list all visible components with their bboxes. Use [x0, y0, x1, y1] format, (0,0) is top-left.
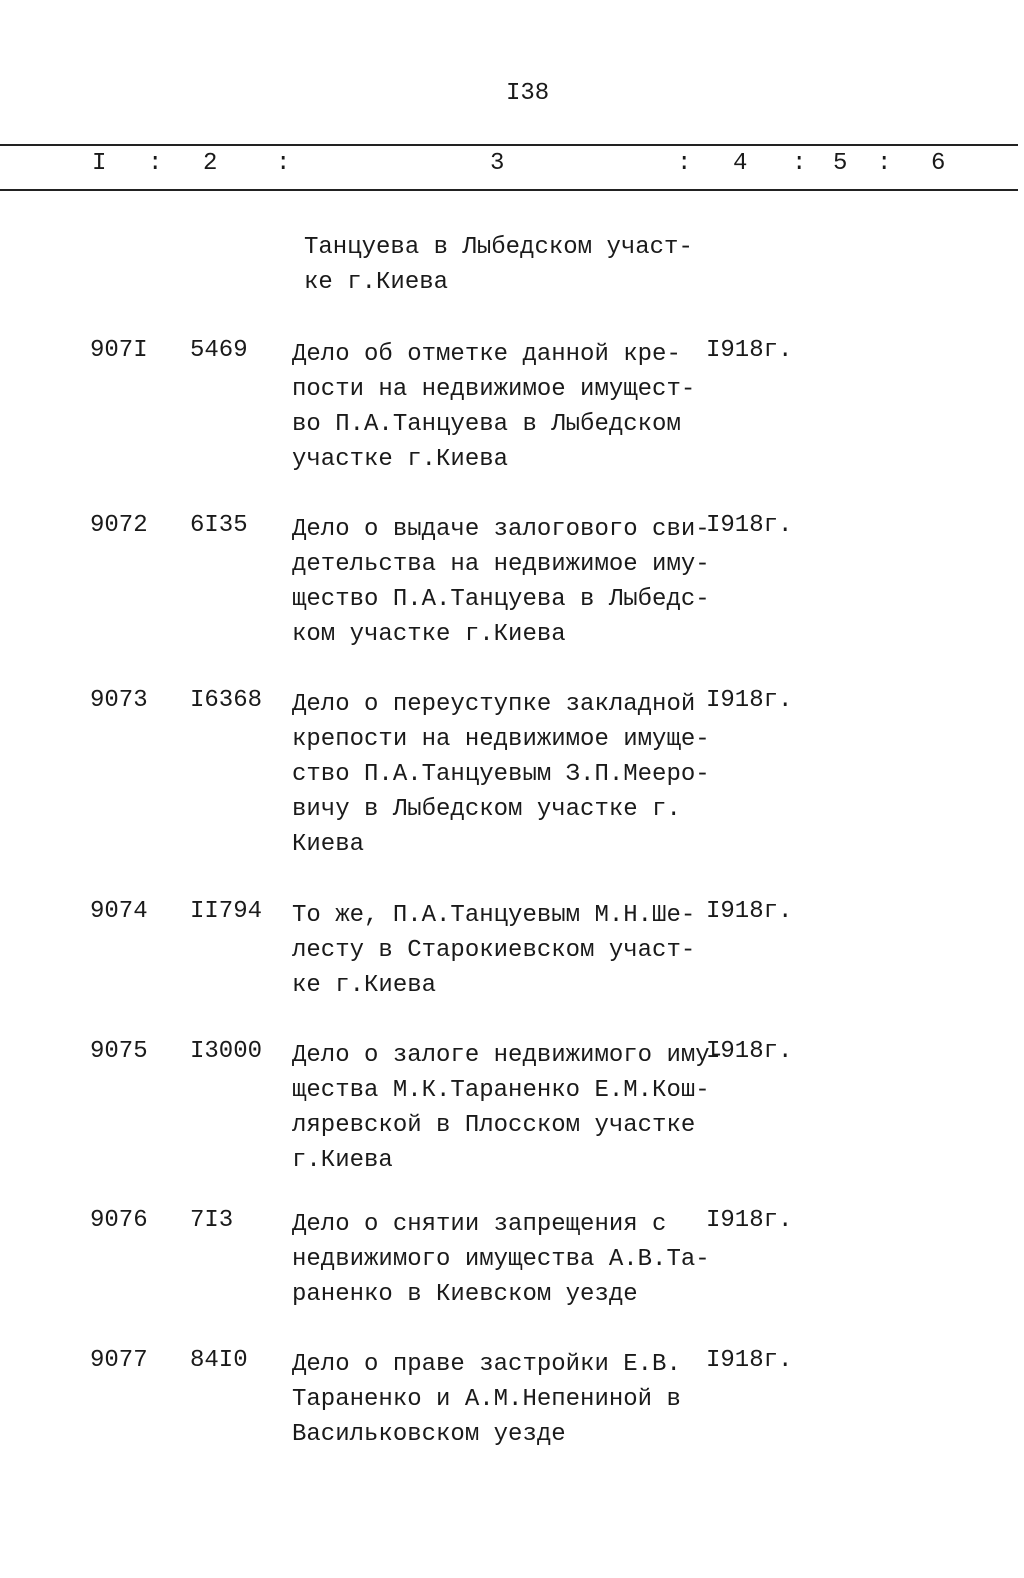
column-separator: :	[877, 150, 892, 177]
description-line: ство П.А.Танцуевым З.П.Мееро-	[292, 761, 710, 788]
description-line: Дело о выдаче залогового сви-	[292, 516, 710, 543]
item-number: 9074	[90, 898, 148, 925]
item-description	[292, 1347, 681, 1452]
item-description	[292, 1207, 710, 1312]
description-line: ком участке г.Киева	[292, 621, 566, 648]
archive-reference: 84I0	[190, 1347, 248, 1374]
item-year: I918г.	[706, 512, 793, 539]
column-separator: :	[677, 150, 692, 177]
column-header: 6	[931, 150, 946, 177]
archive-reference: I6368	[190, 687, 263, 714]
item-number: 9075	[90, 1038, 148, 1065]
item-year: I918г.	[706, 898, 793, 925]
column-header: 5	[833, 150, 848, 177]
description-line: Васильковском уезде	[292, 1421, 566, 1448]
item-description	[292, 337, 695, 477]
item-year: I918г.	[706, 1347, 793, 1374]
description-line: То же, П.А.Танцуевым М.Н.Ше-	[292, 902, 696, 929]
column-header: I	[92, 150, 107, 177]
item-number: 9076	[90, 1207, 148, 1234]
description-line: щество П.А.Танцуева в Лыбедс-	[292, 586, 710, 613]
description-line: Тараненко и А.М.Непениной в	[292, 1386, 681, 1413]
item-number: 9073	[90, 687, 148, 714]
column-header: 3	[490, 150, 505, 177]
item-year: I918г.	[706, 687, 793, 714]
description-line: Дело о залоге недвижимого иму-	[292, 1042, 725, 1069]
column-header: 2	[203, 150, 218, 177]
description-line: Киева	[292, 831, 365, 858]
archive-reference: 6I35	[190, 512, 248, 539]
description-line: крепости на недвижимое имуще-	[292, 726, 710, 753]
archive-reference: 7I3	[190, 1207, 234, 1234]
header-bottom-rule	[0, 189, 1018, 191]
item-description	[292, 898, 695, 1003]
archive-reference: I3000	[190, 1038, 263, 1065]
column-separator: :	[792, 150, 807, 177]
description-line: вичу в Лыбедском участке г.	[292, 796, 681, 823]
description-line: лесту в Старокиевском участ-	[292, 937, 696, 964]
item-number: 9077	[90, 1347, 148, 1374]
continuation-line: ке г.Киева	[304, 269, 449, 296]
description-line: щества М.К.Тараненко Е.М.Кош-	[292, 1077, 710, 1104]
continuation-line: Танцуева в Лыбедском участ-	[304, 234, 693, 261]
column-separator: :	[148, 150, 163, 177]
description-line: ляревской в Плосском участке	[292, 1112, 696, 1139]
item-number: 907I	[90, 337, 148, 364]
item-year: I918г.	[706, 1207, 793, 1234]
archive-reference: II794	[190, 898, 263, 925]
description-line: участке г.Киева	[292, 446, 509, 473]
column-separator: :	[276, 150, 291, 177]
description-line: во П.А.Танцуева в Лыбедском	[292, 411, 681, 438]
description-line: Дело о снятии запрещения с	[292, 1211, 667, 1238]
description-line: Дело о праве застройки Е.В.	[292, 1351, 681, 1378]
archive-reference: 5469	[190, 337, 248, 364]
description-line: недвижимого имущества А.В.Та-	[292, 1246, 710, 1273]
description-line: Дело о переуступке закладной	[292, 691, 696, 718]
item-description	[292, 1038, 724, 1178]
item-year: I918г.	[706, 337, 793, 364]
item-year: I918г.	[706, 1038, 793, 1065]
description-line: г.Киева	[292, 1147, 393, 1174]
header-top-rule	[0, 144, 1018, 146]
page-number: I38	[506, 80, 550, 107]
item-description	[292, 512, 710, 652]
description-line: детельства на недвижимое иму-	[292, 551, 710, 578]
description-line: ке г.Киева	[292, 972, 437, 999]
item-description	[292, 687, 710, 862]
description-line: раненко в Киевском уезде	[292, 1281, 638, 1308]
column-header: 4	[733, 150, 748, 177]
description-line: Дело об отметке данной кре-	[292, 341, 681, 368]
item-number: 9072	[90, 512, 148, 539]
description-line: пости на недвижимое имущест-	[292, 376, 696, 403]
